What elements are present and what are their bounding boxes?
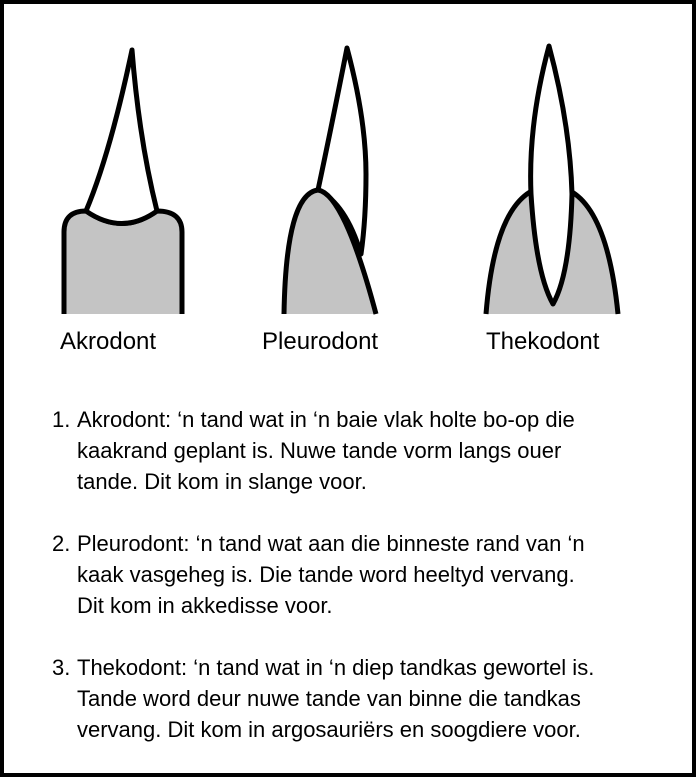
thekodont-tooth-drawing: [486, 46, 618, 314]
akrodont-jaw: [64, 211, 182, 314]
pleurodont-tooth-drawing: [284, 48, 376, 314]
pleurodont-label: Pleurodont: [262, 328, 379, 355]
item-number: 3.: [52, 655, 71, 680]
description-list: [52, 404, 682, 776]
list-item: [52, 404, 682, 497]
item-text: Pleurodont: ‘n tand wat aan die binneste rand van ‘n kaak vasgeheg is. Die tande word heeltyd vervang. Dit kom in akkedisse voor.: [77, 531, 585, 618]
item-number: 2.: [52, 531, 71, 556]
list-item: [52, 528, 682, 621]
item-number: 1.: [52, 407, 71, 432]
akrodont-crown: [86, 50, 157, 224]
akrodont-label: Akrodont: [60, 328, 157, 355]
tooth-diagrams: [4, 4, 696, 334]
akrodont-tooth-drawing: [64, 50, 182, 314]
list-item: [52, 652, 682, 745]
thekodont-label: Thekodont: [486, 328, 600, 355]
item-text: Akrodont: ‘n tand wat in ‘n baie vlak holte bo-op die kaakrand geplant is. Nuwe tande vorm langs ouer tande. Dit kom in slange voor.: [77, 407, 575, 494]
item-text: Thekodont: ‘n tand wat in ‘n diep tandkas gewortel is. Tande word deur nuwe tande van binne die tandkas vervang. Dit kom in argosauriërs en soogdiere voor.: [77, 655, 595, 742]
